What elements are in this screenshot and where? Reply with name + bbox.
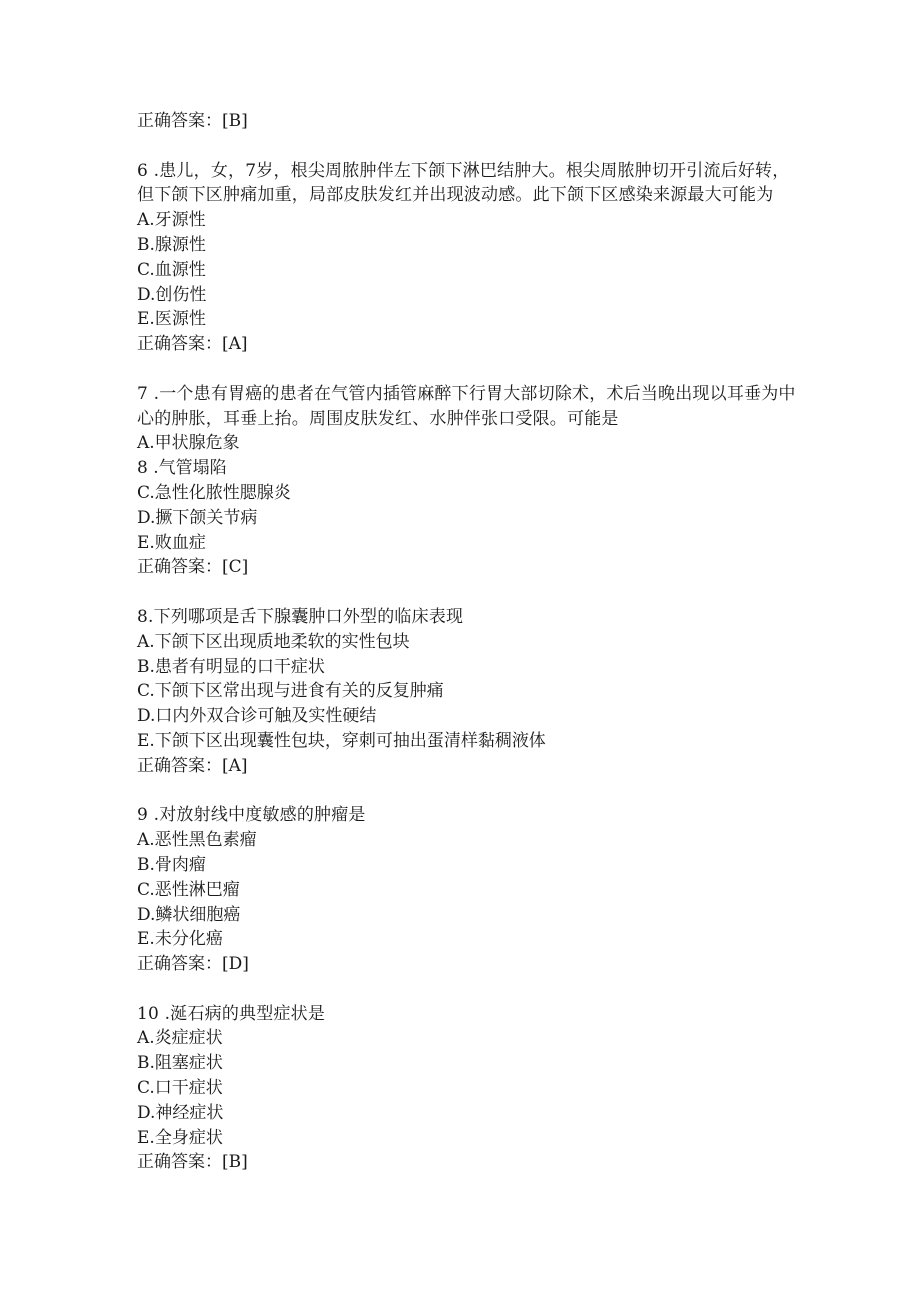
- answer-line: 正确答案：[A]: [137, 334, 248, 355]
- option-a: A.炎症症状: [137, 1028, 223, 1049]
- option-c: C.下颌下区常出现与进食有关的反复肿痛: [137, 681, 444, 702]
- question-block: [137, 605, 797, 779]
- spacer: [137, 977, 797, 1002]
- answer-line: 正确答案：[A]: [137, 755, 248, 776]
- option-a: A.甲状腺危象: [137, 433, 240, 454]
- answer-line: 正确答案：[C]: [137, 557, 249, 578]
- question-block: [137, 1002, 797, 1176]
- question-block: [137, 382, 797, 580]
- question-block: [137, 159, 797, 357]
- question-stem: 6 .患儿，女，7岁，根尖周脓肿伴左下颌下淋巴结肿大。根尖周脓肿切开引流后好转，但下颌下区肿痛加重，局部皮肤发红并出现波动感。此下颌下区感染来源最大可能为: [137, 160, 790, 206]
- spacer: [137, 357, 797, 382]
- question-stem: 7 .一个患有胃癌的患者在气管内插管麻醉下行胃大部切除术，术后当晚出现以耳垂为中心的肿胀，耳垂上抬。周围皮肤发红、水肿伴张口受限。可能是: [137, 383, 796, 429]
- option-a: A.恶性黑色素瘤: [137, 830, 257, 851]
- option-d: D.鳞状细胞癌: [137, 904, 241, 925]
- option-a: A.下颌下区出现质地柔软的实性包块: [137, 631, 410, 652]
- option-e: E.医源性: [137, 309, 206, 330]
- answer-line: 正确答案：[D]: [137, 954, 249, 975]
- option-b: 8 .气管塌陷: [137, 458, 227, 479]
- question-stem: 9 .对放射线中度敏感的肿瘤是: [137, 805, 366, 826]
- option-d: D.口内外双合诊可触及实性硬结: [137, 706, 377, 727]
- question-stem: 10 .涎石病的典型症状是: [137, 1003, 326, 1024]
- question-block: [137, 803, 797, 977]
- question-stem: 8.下列哪项是舌下腺囊肿口外型的临床表现: [137, 606, 464, 627]
- option-b: B.骨肉瘤: [137, 854, 206, 875]
- option-a: A.牙源性: [137, 210, 206, 231]
- option-b: B.患者有明显的口干症状: [137, 656, 325, 677]
- option-e: E.全身症状: [137, 1127, 223, 1148]
- option-e: E.未分化癌: [137, 929, 223, 950]
- spacer: [137, 779, 797, 804]
- answer-line: 正确答案：[B]: [137, 1152, 248, 1173]
- spacer: [137, 134, 797, 159]
- option-b: B.阻塞症状: [137, 1053, 223, 1074]
- option-c: C.血源性: [137, 259, 206, 280]
- option-c: C.恶性淋巴瘤: [137, 879, 240, 900]
- option-c: C.急性化脓性腮腺炎: [137, 482, 291, 503]
- option-c: C.口干症状: [137, 1078, 223, 1099]
- option-d: D.撅下颌关节病: [137, 507, 258, 528]
- option-d: D.创伤性: [137, 284, 207, 305]
- spacer: [137, 580, 797, 605]
- option-d: D.神经症状: [137, 1102, 224, 1123]
- answer-line: 正确答案：[B]: [137, 111, 248, 131]
- option-b: B.腺源性: [137, 234, 206, 255]
- option-e: E.下颌下区出现囊性包块，穿刺可抽出蛋清样黏稠液体: [137, 730, 546, 751]
- option-e: E.败血症: [137, 532, 206, 553]
- exam-page: [137, 109, 797, 1175]
